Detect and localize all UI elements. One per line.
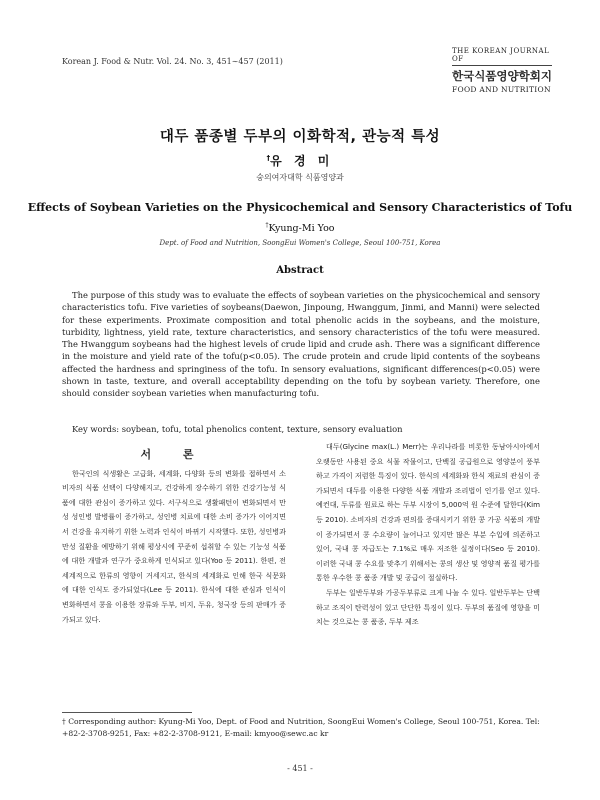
affiliation-korean: 숭의여자대학 식품영양과 xyxy=(256,173,344,182)
footnote-rule xyxy=(62,712,192,713)
journal-name-ko: 한국식품영양학회지 xyxy=(452,69,552,83)
corresponding-mark-en: † xyxy=(265,222,269,229)
journal-masthead xyxy=(452,47,552,94)
author-english-name: Kyung-Mi Yoo xyxy=(268,223,335,235)
body-right-column xyxy=(316,440,540,630)
author-korean-name: 유 경 미 xyxy=(270,154,334,168)
abstract-heading: Abstract xyxy=(276,265,324,276)
author-english xyxy=(0,222,600,234)
abstract-text: The purpose of this study was to evaluate the effects of soybean varieties on the physicochemical and sensory characteristics tofu. Five varieties of soybeans(Daewon, Jinpoung, Hwanggum, Jinmi, and Manni) were selected for these experiments. Proximate composition and total phenolic acids in the soybeans, and the moisture, turbidity, lightness, yield rate, texture characteristics, and sensory characteristics of the tofu were measured. The Hwanggum soybeans had the highest levels of crude lipid and crude ash. There was a significant difference in the moisture and yield rate of the tofu(p<0.05). The crude protein and crude lipid contents of the soybeans affected the hardness and springiness of the tofu. In sensory evaluations, significant differences(p<0.05) were shown in taste, texture, and overall acceptability depending on the tofu by soybean variety. Therefore, one should consider soybean varieties when manufacturing tofu. xyxy=(62,290,540,399)
page-number: - 451 - xyxy=(287,764,313,773)
masthead-rule xyxy=(452,65,552,66)
body-paragraph: 한국인의 식생활은 고급화, 세계화, 다양화 등의 변화를 접하면서 소비자의 식품 선택이 다양해지고, 건강하게 장수하기 위한 건강기능성 식품에 대한 관심이 증가하고 있다. 서구식으로 생활패턴이 변화되면서 만성 성인병 발병률이 증가하고, 성인병 치료에 대한 소비 증가가 이어지면서 건강을 유지하기 위한 노력과 인식이 바뀌기 시작했다. 또한, 성인병과 만성 질환을 예방하기 위해 평상시에 꾸준히 섭취할 수 있는 기능성 식품에 대한 개발과 연구가 중요하게 인식되고 있다(Yoo 등 2011). 한편, 전 세계적으로 한류의 영향이 거세지고, 한식의 세계화로 인해 한국 식문화에 대한 인식도 증가되었다(Lee 등 2011). 한식에 대한 관심과 인식이 변화하면서 콩을 이용한 장류와 두부, 비지, 두유, 청국장 등의 판매가 증가되고 있다. xyxy=(62,468,286,624)
author-korean xyxy=(0,152,600,169)
keywords: Key words: soybean, tofu, total phenolics content, texture, sensory evaluation xyxy=(72,424,403,434)
journal-name-en-bottom: FOOD AND NUTRITION xyxy=(452,85,551,94)
corresponding-mark: † xyxy=(266,154,271,162)
section-title-introduction: 서 론 xyxy=(140,448,208,461)
title-english: Effects of Soybean Varieties on the Physicochemical and Sensory Characteristics of Tofu xyxy=(27,201,573,214)
corresponding-author-footnote: † Corresponding author: Kyung-Mi Yoo, Dept. of Food and Nutrition, SoongEui Women's College, Seoul 100-751, Korea. Tel: +82-2-3708-9251, Fax: +82-2-3708-9121, E-mail: kmyoo@sewc.ac kr xyxy=(62,717,540,738)
journal-name-en-top: THE KOREAN JOURNAL OF xyxy=(452,47,550,63)
journal-citation: Korean J. Food & Nutr. Vol. 24. No. 3, 451∼457 (2011) xyxy=(62,57,283,66)
affiliation-english: Dept. of Food and Nutrition, SoongEui Women's College, Seoul 100-751, Korea xyxy=(159,239,441,247)
abstract-body xyxy=(62,289,540,400)
body-left-column xyxy=(62,448,286,627)
body-paragraph: 대두(Glycine max(L.) Merr)는 우리나라를 비롯한 동남아시아에서 오랫동안 사용된 중요 식물 작물이고, 단백질 공급원으로 영양분이 풍부하고 가격이 저렴한 특징이 있다. 한식의 세계화와 한식 재료의 관심이 증가되면서 대두를 이용한 다양한 식품 개발과 조리법이 인기를 얻고 있다. 예컨대, 두류를 원료로 하는 두부 시장이 5,000억 원 수준에 달한다(Kim 등 2010). 소비자의 건강과 편의를 증대시키기 위한 콩 가공 식품의 개발이 증가되면서 콩 수요량이 늘어나고 있지만 많은 부분 수입에 의존하고 있어, 국내 콩 자급도는 7.1%로 매우 저조한 실정이다(Seo 등 2010). 이러한 국내 콩 수요를 맞추기 위해서는 콩의 생산 및 영양적 품질 평가를 통한 우수한 콩 품종 개발 및 공급이 절실하다. xyxy=(316,442,540,583)
body-paragraph: 두부는 일반두부와 가공두부류로 크게 나눌 수 있다. 일반두부는 단백하고 조직이 탄력성이 있고 단단한 특징이 있다. 두부의 품질에 영향을 미치는 것으로는 콩 품종, 두부 제조 xyxy=(316,587,540,627)
title-korean: 대두 품종별 두부의 이화학적, 관능적 특성 xyxy=(159,129,441,145)
